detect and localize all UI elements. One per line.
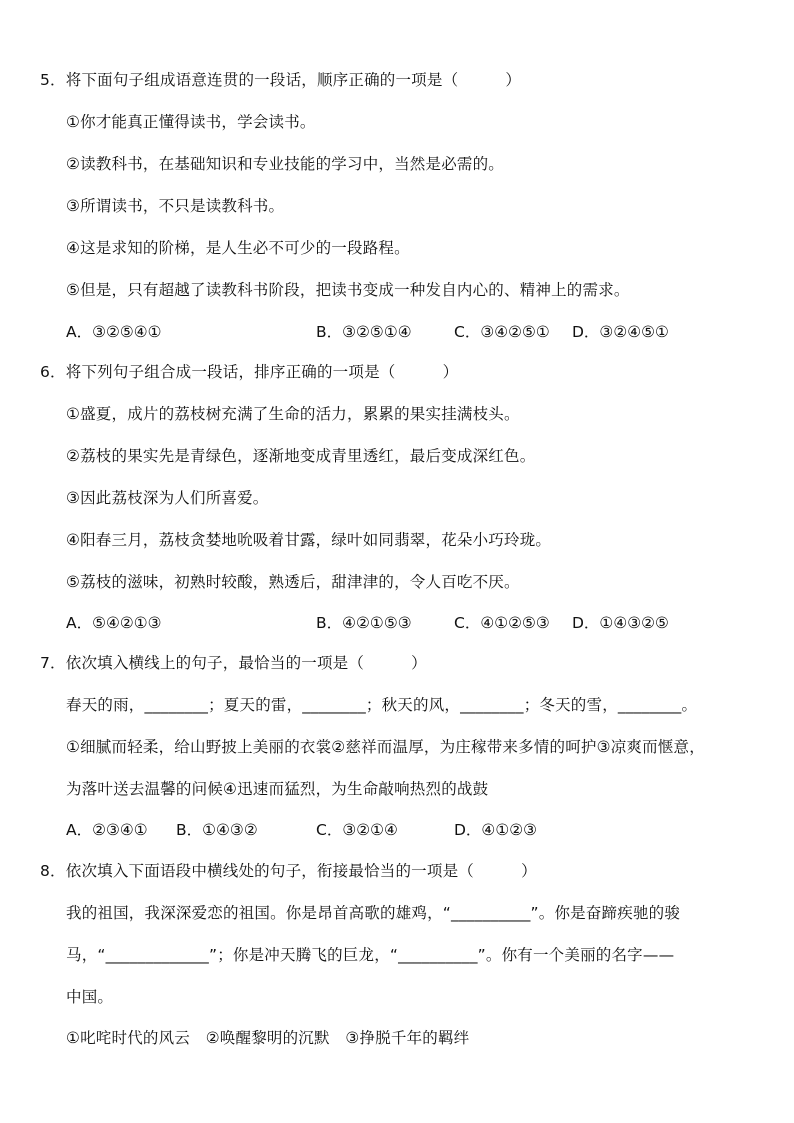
question-5-item-4: ④这是求知的阶梯，是人生必不可少的一段路程。 xyxy=(66,239,410,257)
question-7-item-line-2: 为落叶送去温馨的问候④迅速而猛烈，为生命敲响热烈的战鼓 xyxy=(66,780,489,798)
question-6-option-a[interactable]: A．⑤④②①③ xyxy=(66,614,162,632)
question-7-option-d[interactable]: D．④①②③ xyxy=(454,821,538,839)
question-6-option-d[interactable]: D．①④③②⑤ xyxy=(572,614,669,632)
question-5-option-c[interactable]: C．③④②⑤① xyxy=(454,323,550,341)
question-6-item-3: ③因此荔枝深为人们所喜爱。 xyxy=(66,489,269,507)
question-6-item-4: ④阳春三月，荔枝贪婪地吮吸着甘露，绿叶如同翡翠，花朵小巧玲珑。 xyxy=(66,531,552,549)
question-5-item-5: ⑤但是，只有超越了读教科书阶段，把读书变成一种发自内心的、精神上的需求。 xyxy=(66,281,630,299)
question-7-option-b[interactable]: B．①④③② xyxy=(176,821,258,839)
question-7-option-c[interactable]: C．③②①④ xyxy=(316,821,398,839)
question-5-item-2: ②读教科书，在基础知识和专业技能的学习中，当然是必需的。 xyxy=(66,155,504,173)
question-6-option-b[interactable]: B．④②①⑤③ xyxy=(316,614,412,632)
question-7-blank-line: 春天的雨，________；夏天的雷，________；秋天的风，________；冬天的雪，________。 xyxy=(66,696,698,714)
question-8-passage-line-3: 中国。 xyxy=(66,988,114,1006)
question-6-item-2: ②荔枝的果实先是青绿色，逐渐地变成青里透红，最后变成深红色。 xyxy=(66,447,536,465)
question-6-item-5: ⑤荔枝的滋味，初熟时较酸，熟透后，甜津津的，令人百吃不厌。 xyxy=(66,573,520,591)
question-8-passage-line-2: 马，“_____________”；你是冲天腾飞的巨龙，“__________”。你有一个美丽的名字—— xyxy=(66,946,675,964)
question-8-passage-line-1: 我的祖国，我深深爱恋的祖国。你是昂首高歌的雄鸡，“__________”。你是奋蹄疾驰的骏 xyxy=(66,904,681,922)
question-6-option-c[interactable]: C．④①②⑤③ xyxy=(454,614,550,632)
question-6-stem: 6．将下列句子组合成一段话，排序正确的一项是（ ） xyxy=(40,363,459,381)
question-5-stem: 5．将下面句子组成语意连贯的一段话，顺序正确的一项是（ ） xyxy=(40,71,522,89)
question-5-item-1: ①你才能真正懂得读书，学会读书。 xyxy=(66,113,316,131)
question-5-option-b[interactable]: B．③②⑤①④ xyxy=(316,323,412,341)
question-8-items: ①叱咤时代的风云 ②唤醒黎明的沉默 ③挣脱千年的羁绊 xyxy=(66,1029,470,1047)
question-6-item-1: ①盛夏，成片的荔枝树充满了生命的活力，累累的果实挂满枝头。 xyxy=(66,405,520,423)
question-7-stem: 7．依次填入横线上的句子，最恰当的一项是（ ） xyxy=(40,654,427,672)
question-7-option-a[interactable]: A．②③④① xyxy=(66,821,148,839)
question-8-stem: 8．依次填入下面语段中横线处的句子，衔接最恰当的一项是（ ） xyxy=(40,862,537,880)
question-5-option-d[interactable]: D．③②④⑤① xyxy=(572,323,669,341)
question-5-item-3: ③所谓读书，不只是读教科书。 xyxy=(66,197,285,215)
question-5-option-a[interactable]: A．③②⑤④① xyxy=(66,323,162,341)
question-7-item-line-1: ①细腻而轻柔，给山野披上美丽的衣裳②慈祥而温厚，为庄稼带来多情的呵护③凉爽而惬意， xyxy=(66,738,705,756)
